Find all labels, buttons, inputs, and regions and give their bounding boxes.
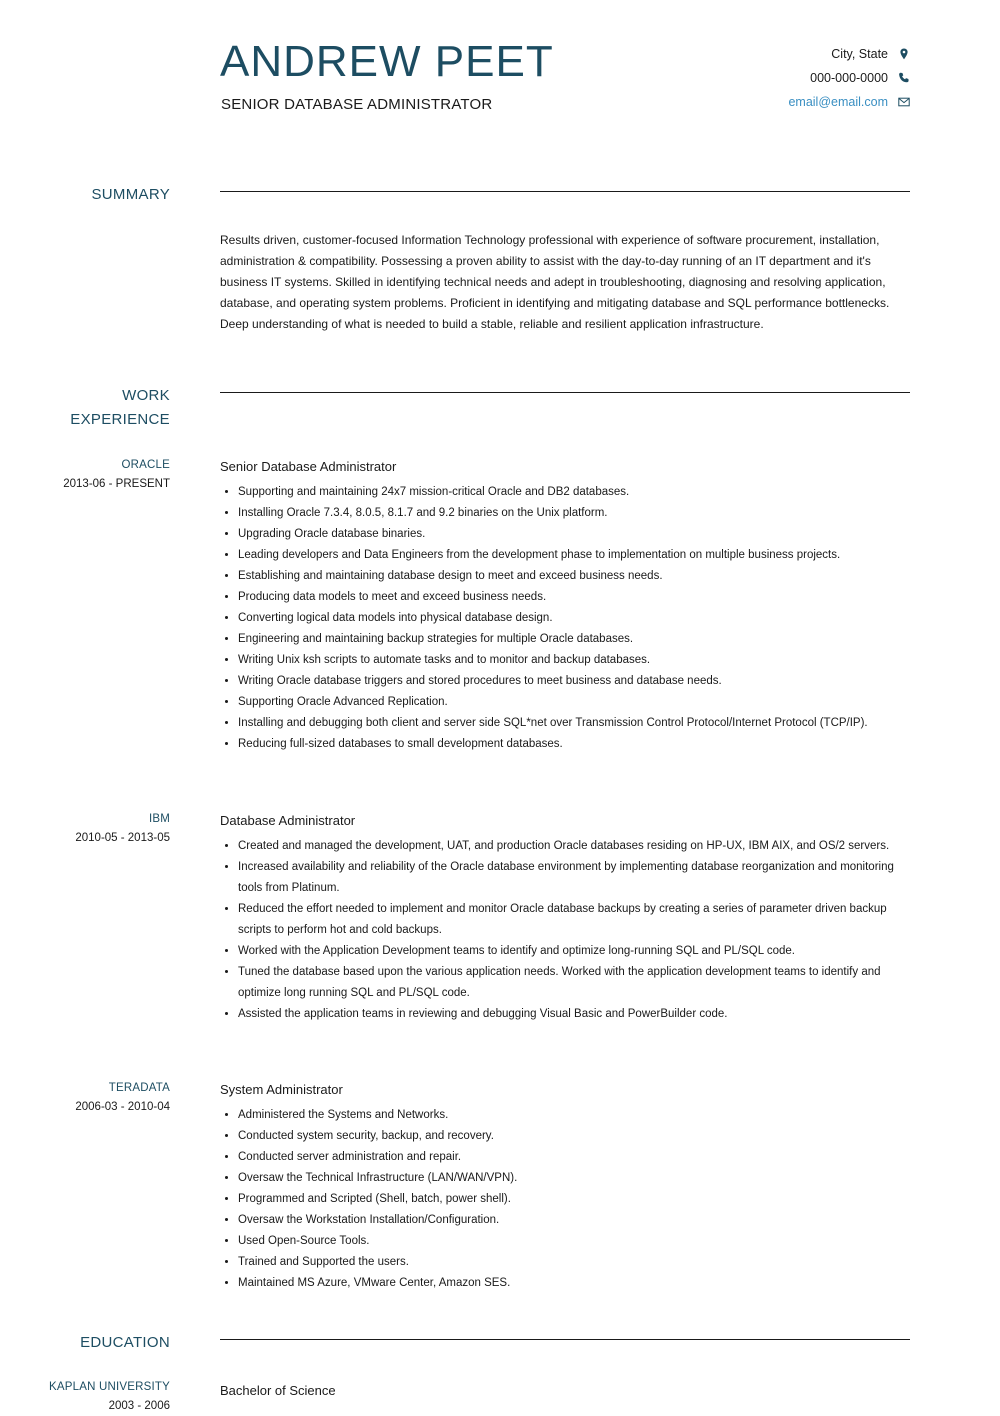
education-divider: [220, 1339, 910, 1340]
job-bullet: • Conducted server administration and repair.: [238, 1147, 910, 1168]
envelope-icon: [898, 96, 910, 108]
job-bullets: [220, 836, 910, 1025]
job-bullet: • Installing and debugging both client and server side SQL*net over Transmission Control Protocol/Internet Protocol (TCP/IP).: [238, 713, 910, 734]
contact-info: [610, 42, 910, 114]
job-company: IBM: [148, 813, 170, 825]
job-bullet: • Increased availability and reliability of the Oracle database environment by implementing database reorganization and monitoring tools from Platinum.: [238, 857, 910, 899]
job-bullet: • Oversaw the Workstation Installation/Configuration.: [238, 1210, 910, 1231]
job-bullet: • Oversaw the Technical Infrastructure (LAN/WAN/VPN).: [238, 1168, 910, 1189]
job-bullet: • Supporting Oracle Advanced Replication.: [238, 692, 910, 713]
job-bullet: • Created and managed the development, UAT, and production Oracle databases residing on HP-UX, IBM AIX, and OS/2 servers.: [238, 836, 910, 857]
contact-phone: [610, 66, 910, 90]
job-bullet: • Upgrading Oracle database binaries.: [238, 524, 910, 545]
job-bullet: • Establishing and maintaining database design to meet and exceed business needs.: [238, 566, 910, 587]
contact-email[interactable]: [610, 90, 910, 114]
job-bullet: • Reducing full-sized databases to small development databases.: [238, 734, 910, 755]
job-company: ORACLE: [121, 459, 170, 471]
job-bullet: • Used Open-Source Tools.: [238, 1231, 910, 1252]
candidate-title: SENIOR DATABASE ADMINISTRATOR: [221, 96, 493, 113]
job-bullet: • Installing Oracle 7.3.4, 8.0.5, 8.1.7 and 9.2 binaries on the Unix platform.: [238, 503, 910, 524]
job-bullet: • Writing Oracle database triggers and stored procedures to meet business and database needs.: [238, 671, 910, 692]
job-role: System Administrator: [220, 1082, 343, 1097]
work-experience-heading: [20, 384, 170, 432]
summary-text: Results driven, customer-focused Information Technology professional with experience of software procurement, installation, administration & compatibility. Possessing a proven ability to assist with the day-to-day running of an IT department and it's business IT systems. Skilled in identifying technical needs and adept in troubleshooting, diagnosing and resolving application, database, and operating system problems. Proficient in identifying and mitigating database and SQL performance bottlenecks. Deep understanding of what is needed to build a stable, reliable and resilient application infrastructure.: [220, 233, 890, 331]
job-bullet: • Trained and Supported the users.: [238, 1252, 910, 1273]
job-dates: 2013-06 - PRESENT: [63, 478, 170, 490]
job-bullet: • Writing Unix ksh scripts to automate tasks and to monitor and backup databases.: [238, 650, 910, 671]
education-degree: Bachelor of Science: [220, 1383, 336, 1398]
phone-icon: [898, 72, 910, 84]
job-bullet: • Converting logical data models into physical database design.: [238, 608, 910, 629]
job-bullet: • Conducted system security, backup, and recovery.: [238, 1126, 910, 1147]
job-bullet: • Assisted the application teams in reviewing and debugging Visual Basic and PowerBuilder code.: [238, 1004, 910, 1025]
education-dates: 2003 - 2006: [108, 1400, 170, 1412]
job-dates: 2006-03 - 2010-04: [75, 1101, 170, 1113]
education-school: KAPLAN UNIVERSITY: [49, 1381, 170, 1393]
job-bullet: • Administered the Systems and Networks.: [238, 1105, 910, 1126]
work-heading-line2: EXPERIENCE: [70, 411, 170, 428]
job-bullets: [220, 482, 910, 755]
job-bullet: • Supporting and maintaining 24x7 mission-critical Oracle and DB2 databases.: [238, 482, 910, 503]
work-divider: [220, 392, 910, 393]
job-dates: 2010-05 - 2013-05: [75, 832, 170, 844]
job-bullet: • Worked with the Application Development teams to identify and optimize long-running SQL and PL/SQL code.: [238, 941, 910, 962]
job-bullet: • Tuned the database based upon the various application needs. Worked with the application development teams to identify and optimize long running SQL and PL/SQL code.: [238, 962, 910, 1004]
job-role: Senior Database Administrator: [220, 459, 397, 474]
contact-location: [610, 42, 910, 66]
job-bullets: [220, 1105, 910, 1294]
email-link[interactable]: email@email.com: [788, 95, 888, 109]
job-bullet: • Producing data models to meet and exceed business needs.: [238, 587, 910, 608]
location-text: City, State: [831, 47, 888, 61]
education-heading: EDUCATION: [80, 1334, 170, 1351]
work-heading-line1: WORK: [122, 387, 170, 404]
summary-divider: [220, 191, 910, 192]
job-bullet: • Maintained MS Azure, VMware Center, Amazon SES.: [238, 1273, 910, 1294]
candidate-name: ANDREW PEET: [220, 37, 554, 86]
job-bullet: • Leading developers and Data Engineers from the development phase to implementation on multiple business projects.: [238, 545, 910, 566]
job-company: TERADATA: [108, 1082, 170, 1094]
job-role: Database Administrator: [220, 813, 356, 828]
job-bullet: • Engineering and maintaining backup strategies for multiple Oracle databases.: [238, 629, 910, 650]
map-marker-icon: [898, 48, 910, 60]
phone-text: 000-000-0000: [810, 71, 888, 85]
job-bullet: • Programmed and Scripted (Shell, batch, power shell).: [238, 1189, 910, 1210]
job-bullet: • Reduced the effort needed to implement and monitor Oracle database backups by creating a series of parameter driven backup scripts to perform hot and cold backups.: [238, 899, 910, 941]
summary-heading: SUMMARY: [91, 186, 170, 203]
